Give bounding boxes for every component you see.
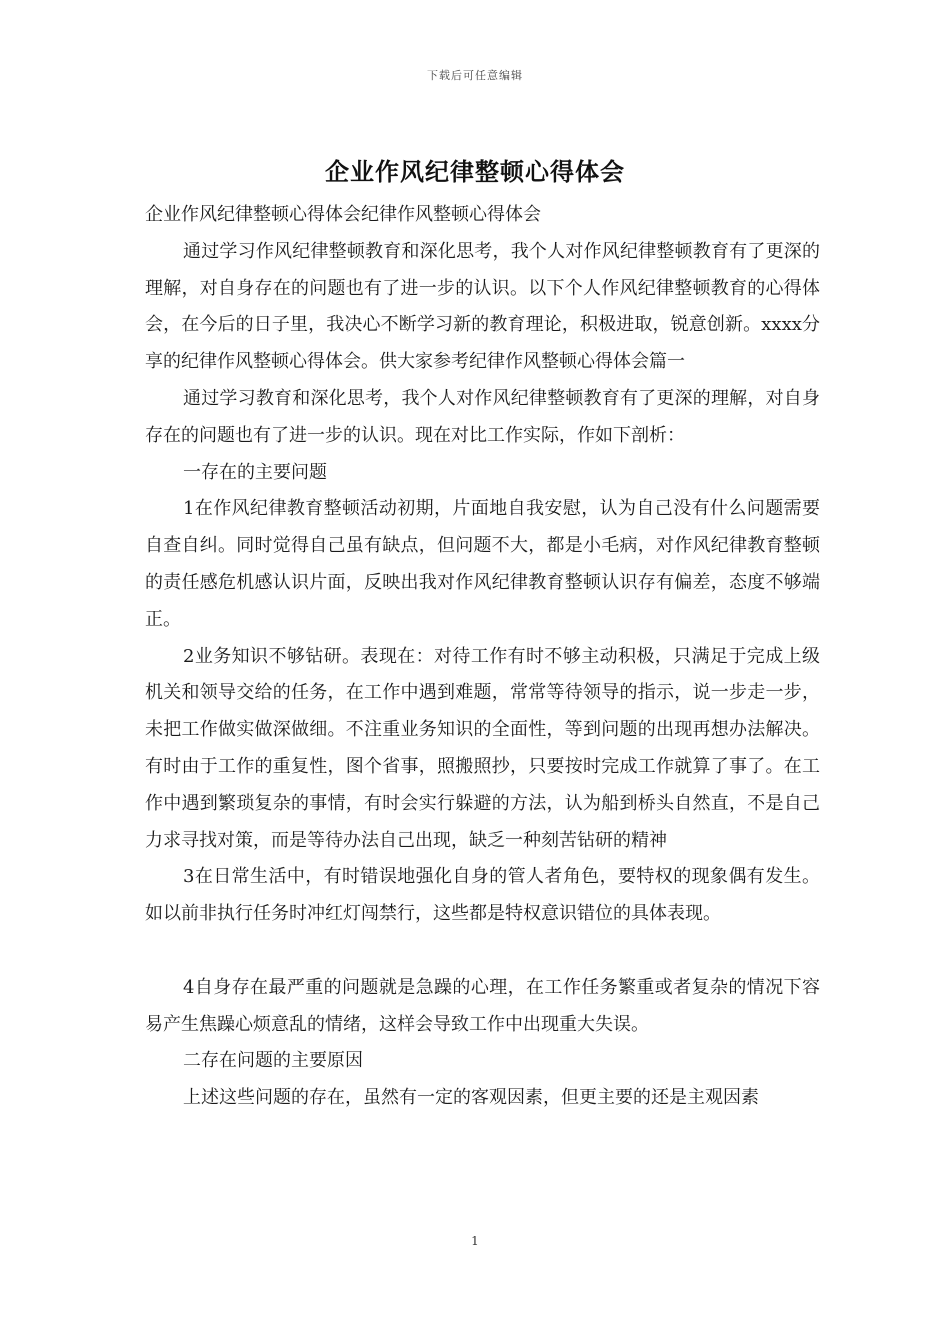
body-paragraph: 上述这些问题的存在，虽然有一定的客观因素，但更主要的还是主观因素 bbox=[183, 1087, 759, 1109]
subtitle-paragraph: 企业作风纪律整顿心得体会纪律作风整顿心得体会 bbox=[145, 204, 541, 225]
document-title: 企业作风纪律整顿心得体会 bbox=[325, 157, 625, 186]
body-paragraph: 通过学习教育和深化思考，我个人对作风纪律整顿教育有了更深的理解，对自身存在的问题也有了进一步的认识。现在对比工作实际，作如下剖析： bbox=[145, 387, 820, 446]
body-paragraph: 3在日常生活中，有时错误地强化自身的管人者角色，要特权的现象偶有发生。如以前非执行任务时冲红灯闯禁行，这些都是特权意识错位的具体表现。 bbox=[145, 866, 820, 925]
page-number: 1 bbox=[471, 1234, 479, 1248]
blank-line bbox=[145, 933, 820, 970]
section-heading: 一存在的主要问题 bbox=[183, 461, 327, 483]
section-heading: 二存在问题的主要原因 bbox=[183, 1050, 363, 1072]
body-paragraph: 通过学习作风纪律整顿教育和深化思考，我个人对作风纪律整顿教育有了更深的理解，对自身存在的问题也有了进一步的认识。以下个人作风纪律整顿教育的心得体会，在今后的日子里，我决心不断学习新的教育理论，积极进取，锐意创新。xxxx分享的纪律作风整顿心得体会。供大家参考纪律作风整顿心得体会篇一 bbox=[145, 240, 820, 373]
header-note: 下载后可任意编辑 bbox=[427, 69, 523, 82]
body-paragraph: 4自身存在最严重的问题就是急躁的心理，在工作任务繁重或者复杂的情况下容易产生焦躁心烦意乱的情绪，这样会导致工作中出现重大失误。 bbox=[145, 976, 820, 1035]
body-paragraph: 2业务知识不够钻研。表现在：对待工作有时不够主动积极，只满足于完成上级机关和领导交给的任务，在工作中遇到难题，常常等待领导的指示，说一步走一步，未把工作做实做深做细。不注重业务知识的全面性，等到问题的出现再想办法解决。有时由于工作的重复性，图个省事，照搬照抄，只要按时完成工作就算了事了。在工作中遇到繁琐复杂的事情，有时会实行躲避的方法，认为船到桥头自然直，不是自己力求寻找对策，而是等待办法自己出现，缺乏一种刻苦钻研的精神 bbox=[145, 645, 820, 851]
document-body bbox=[145, 197, 820, 1117]
body-paragraph: 1在作风纪律教育整顿活动初期，片面地自我安慰，认为自己没有什么问题需要自查自纠。同时觉得自己虽有缺点，但问题不大，都是小毛病，对作风纪律教育整顿的责任感危机感认识片面，反映出我对作风纪律教育整顿认识存有偏差，态度不够端正。 bbox=[145, 498, 820, 630]
